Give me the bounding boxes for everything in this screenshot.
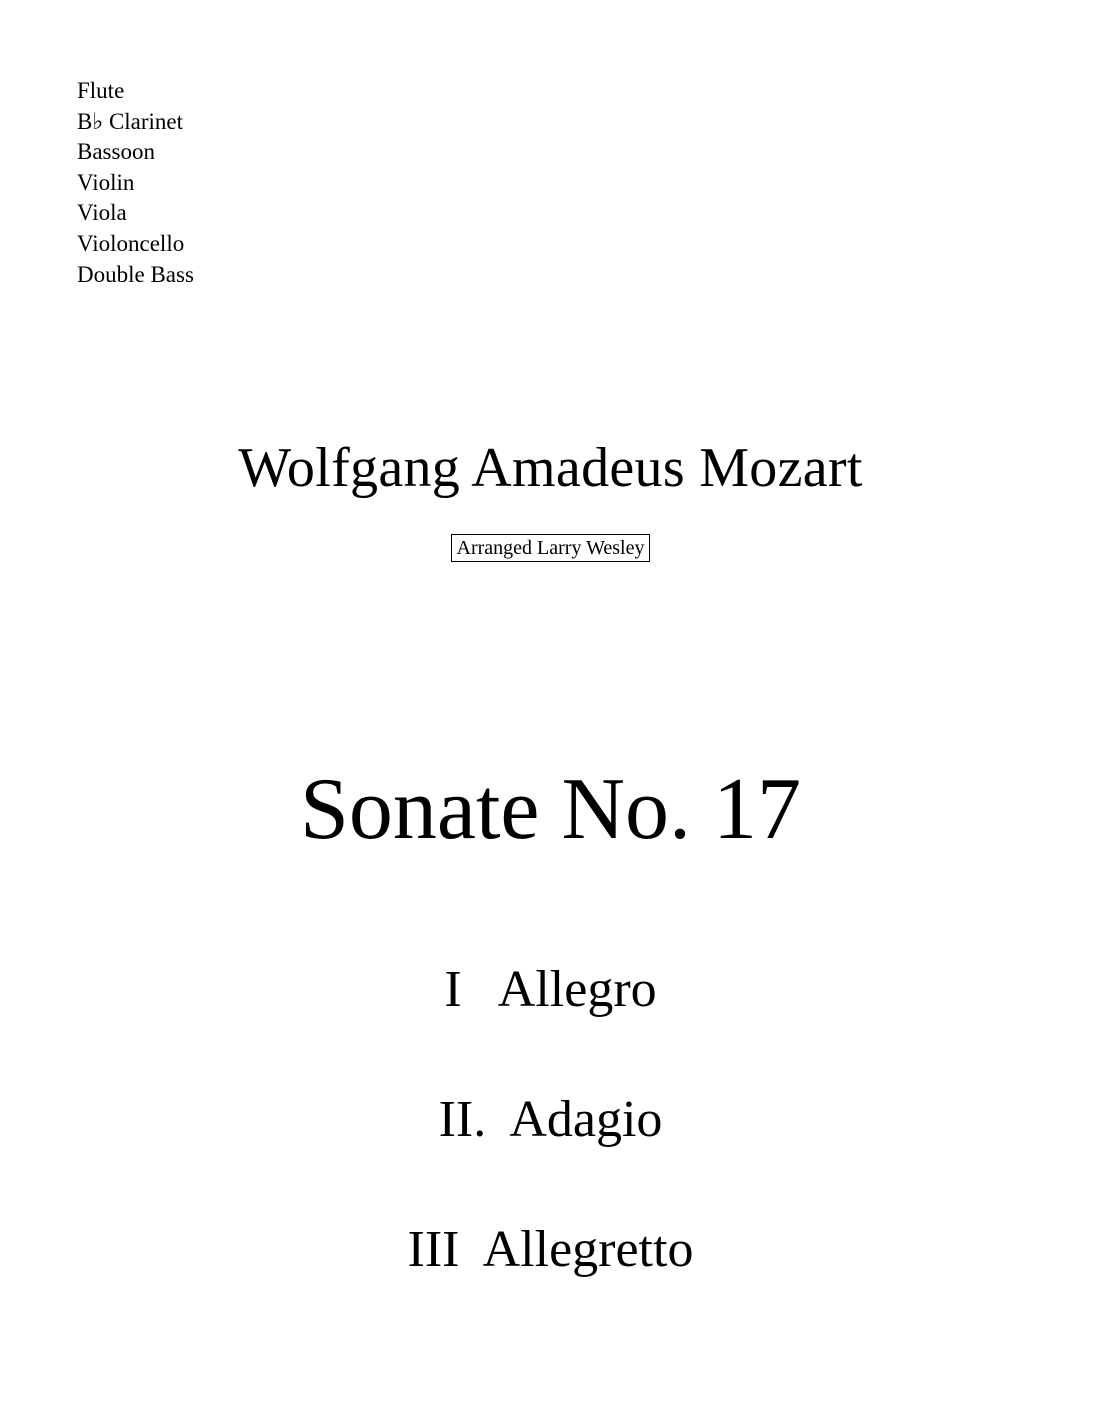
instrument-viola: Viola	[77, 200, 127, 226]
piece-title: Sonate No. 17	[299, 761, 802, 858]
movement-3: III Allegretto	[407, 1221, 694, 1278]
instrument-double-bass: Double Bass	[77, 261, 194, 287]
instrument-bassoon: Bassoon	[77, 139, 155, 165]
movement-2: II. Adagio	[438, 1091, 663, 1148]
arranger-credit: Arranged Larry Wesley	[451, 534, 651, 562]
composer-name: Wolfgang Amadeus Mozart	[238, 437, 863, 499]
instrument-violin: Violin	[77, 169, 135, 195]
arranger-block	[0, 534, 1101, 562]
instrument-clarinet: B♭ Clarinet	[77, 108, 184, 134]
movement-1: I Allegro	[444, 961, 657, 1018]
instrument-violoncello: Violoncello	[77, 230, 185, 256]
instrument-list	[77, 76, 194, 290]
instrument-flute: Flute	[77, 78, 125, 103]
